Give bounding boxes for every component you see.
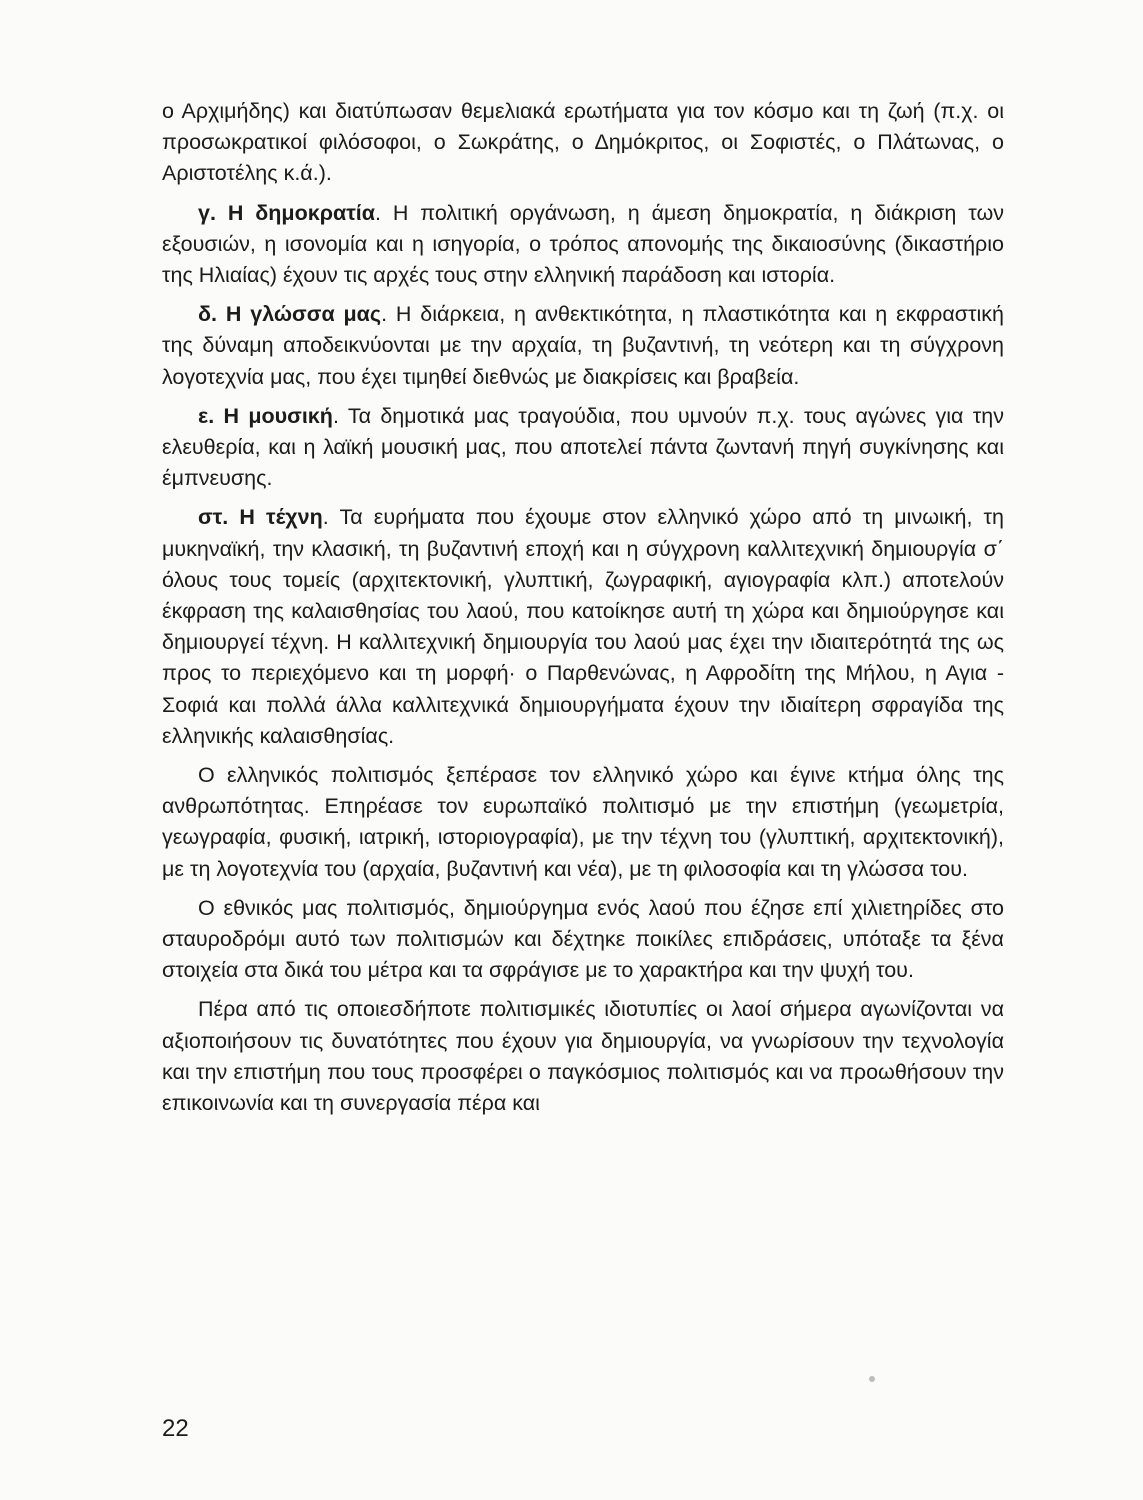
section-democracy [162,198,1004,292]
paragraph-national-civilization: Ο εθνικός μας πολιτισμός, δημιούργημα ενός λαού που έζησε επί χιλιετηρίδες στο σταυροδρόμι αυτό των πολιτισμών και δέχτηκε ποικίλες επιδράσεις, υπόταξε τα ξένα στοιχεία στα δικά του μέτρα και τα σφράγισε με το χαρακτήρα και την ψυχή του. [162,895,1004,983]
section-text-language: . Η διάρκεια, η ανθεκτικότητα, η πλαστικότητα και η εκφραστική της δύναμη αποδεικνύονται με την αρχαία, τη βυζαντινή, τη νεότερη και τη σύγχρονη λογοτεχνία μας, που έχει τιμηθεί διεθνώς με διακρίσεις και βραβεία. [162,302,1004,389]
section-text-music: . Τα δημοτικά μας τραγούδια, που υμνούν π.χ. τους αγώνες για την ελευθερία, και η λαϊκή μουσική μας, που αποτελεί πάντα ζωντανή πηγή συγκίνησης και έμπνευσης. [162,403,1004,491]
page-number: 22 [162,1415,189,1442]
paragraph-peoples-today: Πέρα από τις οποιεσδήποτε πολιτισμικές ιδιοτυπίες οι λαοί σήμερα αγωνίζονται να αξιοποιήσουν τις δυνατότητες που έχουν για δημιουργία, να γνωρίσουν την τεχνολογία και την επιστήμη που τους προσφέρει ο παγκόσμιος πολιτισμός και να προωθήσουν την επικοινωνία και τη συνεργασία πέρα και [162,997,1004,1116]
section-language [162,299,1004,393]
paragraph-continuation: ο Αρχιμήδης) και διατύπωσαν θεμελιακά ερωτήματα για τον κόσμο και τη ζωή (π.χ. οι προσωκρατικοί φιλόσοφοι, ο Σωκράτης, ο Δημόκριτος, οι Σοφιστές, ο Πλάτωνας, ο Αριστοτέλης κ.ά.). [162,99,1004,186]
section-music [162,401,1004,495]
section-art [162,502,1004,752]
section-heading-art: στ. Η τέχνη [198,505,323,530]
body-text [162,96,1004,1127]
section-heading-music: ε. Η μουσική [198,403,333,428]
section-text-democracy: . Η πολιτική οργάνωση, η άμεση δημοκρατία, η διάκριση των εξουσιών, η ισονομία και η ισηγορία, ο τρόπος απονομής της δικαιοσύνης (δικαστήριο της Ηλιαίας) έχουν τις αρχές τους στην ελληνική παράδοση και ιστορία. [162,200,1004,288]
section-heading-language: δ. Η γλώσσα μας [198,302,382,327]
scan-speck [869,1376,875,1382]
section-heading-democracy: γ. Η δημοκρατία [198,200,375,225]
paragraph-greek-civilization: Ο ελληνικός πολιτισμός ξεπέρασε τον ελληνικό χώρο και έγινε κτήμα όλης της ανθρωπότητας. Επηρέασε τον ευρωπαϊκό πολιτισμό με την επιστήμη (γεωμετρία, γεωγραφία, φυσική, ιατρική, ιστοριογραφία), με την τέχνη του (γλυπτική, αρχιτεκτονική), με τη λογοτεχνία του (αρχαία, βυζαντινή και νέα), με τη φιλοσοφία και τη γλώσσα του. [162,763,1004,881]
section-text-art: . Τα ευρήματα που έχουμε στον ελληνικό χώρο από τη μινωική, τη μυκηναϊκή, την κλασική, τη βυζαντινή εποχή και η σύγχρονη καλλιτεχνική δημιουργία σ΄ όλους τους τομείς (αρχιτεκτονική, γλυπτική, ζωγραφική, αγιογραφία κλπ.) αποτελούν έκφραση της καλαισθησίας του λαού, που κατοίκησε αυτή τη χώρα και δημιούργησε και δημιουργεί τέχνη. Η καλλιτεχνική δημιουργία του λαού μας έχει την ιδιαιτερότητά της ως προς το περιεχόμενο και τη μορφή· ο Παρθενώνας, η Αφροδίτη της Μήλου, η Αγια - Σοφιά και πολλά άλλα καλλιτεχνικά δημιουργήματα έχουν την ιδιαίτερη σφραγίδα της ελληνικής καλαισθησίας. [162,505,1005,748]
